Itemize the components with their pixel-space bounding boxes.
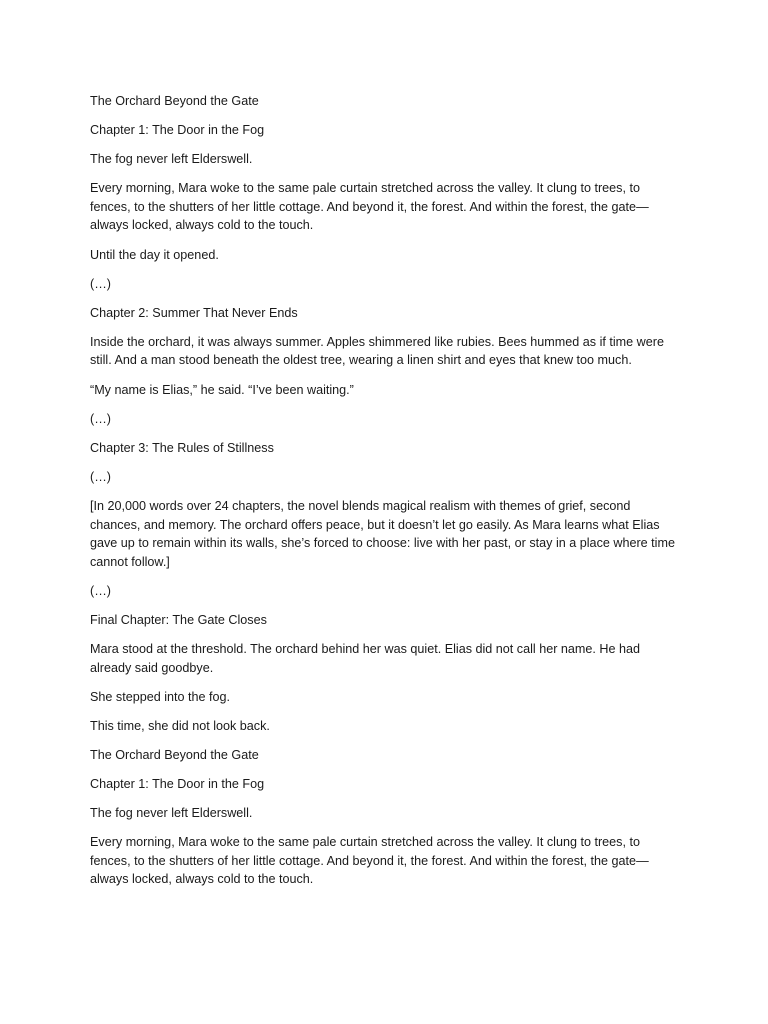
paragraph: The fog never left Elderswell. (90, 152, 253, 167)
chapter-heading: Final Chapter: The Gate Closes (90, 612, 267, 627)
ellipsis-marker: (…) (90, 583, 111, 598)
paragraph: Inside the orchard, it was always summer. Apples shimmered like rubies. Bees hummed as if time were still. And a man stood beneath the oldest tree, wearing a linen shirt and eyes that knew too much. (90, 334, 664, 368)
paragraph: Every morning, Mara woke to the same pale curtain stretched across the valley. It clung to trees, to fences, to the shutters of her little cottage. And beyond it, the forest. And within the forest, the gate—always locked, always cold to the touch. (90, 181, 649, 233)
ellipsis-marker: (…) (90, 469, 111, 484)
chapter-heading: Chapter 2: Summer That Never Ends (90, 305, 298, 320)
document-body (90, 92, 680, 899)
document-title: The Orchard Beyond the Gate (90, 94, 259, 108)
document-title: The Orchard Beyond the Gate (90, 747, 259, 762)
paragraph: Until the day it opened. (90, 247, 219, 262)
summary-paragraph: [In 20,000 words over 24 chapters, the novel blends magical realism with themes of grief, second chances, and memory. The orchard offers peace, but it doesn’t let go easily. As Mara learns what Elias gave up to remain within its walls, she’s forced to choose: live with her past, or stay in a place where time cannot follow.] (90, 498, 675, 569)
ellipsis-marker: (…) (90, 411, 111, 426)
chapter-heading: Chapter 1: The Door in the Fog (90, 776, 265, 791)
paragraph: Mara stood at the threshold. The orchard behind her was quiet. Elias did not call her name. He had already said goodbye. (90, 641, 641, 675)
ellipsis-marker: (…) (90, 276, 111, 291)
paragraph: “My name is Elias,” he said. “I’ve been waiting.” (90, 382, 354, 397)
paragraph: Every morning, Mara woke to the same pale curtain stretched across the valley. It clung to trees, to fences, to the shutters of her little cottage. And beyond it, the forest. And within the forest, the gate—always locked, always cold to the touch. (90, 835, 649, 887)
paragraph: The fog never left Elderswell. (90, 806, 253, 821)
paragraph: She stepped into the fog. (90, 689, 231, 704)
paragraph: This time, she did not look back. (90, 718, 270, 733)
chapter-heading: Chapter 1: The Door in the Fog (90, 123, 265, 138)
chapter-heading: Chapter 3: The Rules of Stillness (90, 440, 274, 455)
